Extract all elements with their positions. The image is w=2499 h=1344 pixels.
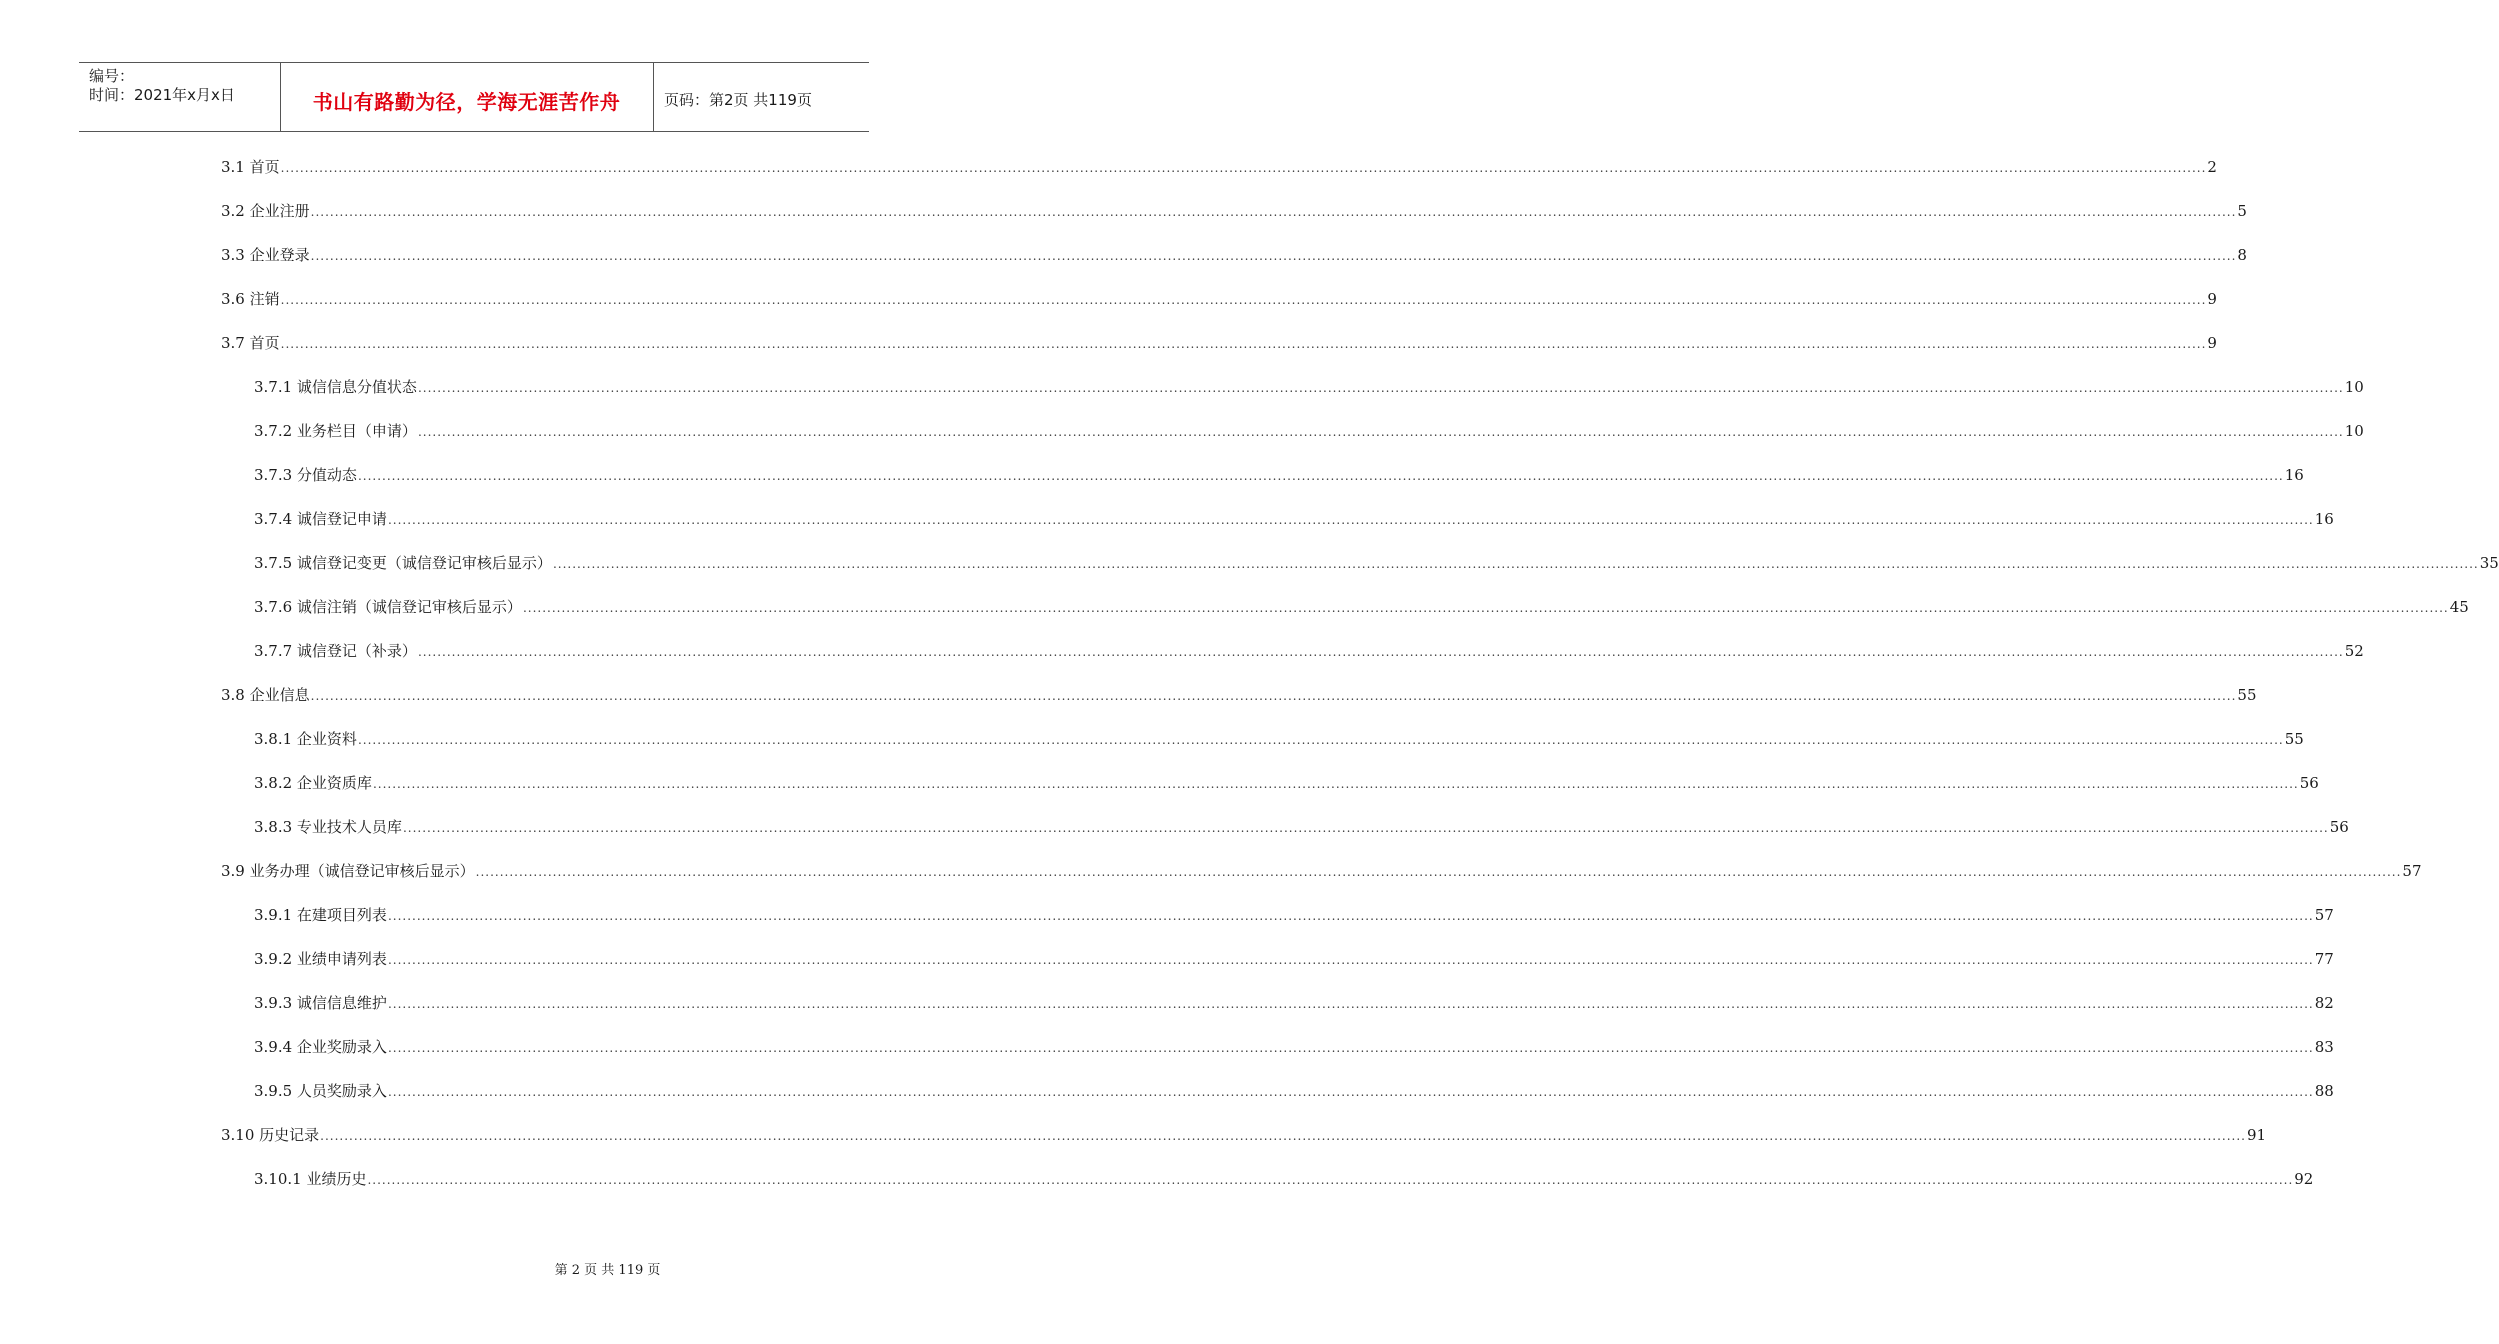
- page-code: 页码：第2页 共119页: [664, 91, 812, 109]
- toc-entry-label: 3.7.6 诚信注销（诚信登记审核后显示）: [254, 598, 522, 616]
- toc-entry-label: 3.9.3 诚信信息维护: [254, 994, 387, 1012]
- toc-entry[interactable]: [221, 201, 2247, 221]
- toc-entry-label: 3.9.2 业绩申请列表: [254, 950, 387, 968]
- toc-entry-page: 83: [2314, 1038, 2334, 1056]
- toc-entry[interactable]: [254, 465, 2304, 485]
- toc-entry-label: 3.7 首页: [221, 334, 280, 352]
- toc-entry[interactable]: [254, 905, 2334, 925]
- toc-entry-label: 3.8.3 专业技术人员库: [254, 818, 402, 836]
- toc-entry-page: 82: [2314, 994, 2334, 1012]
- toc-entry-label: 3.9.1 在建项目列表: [254, 906, 387, 924]
- toc-entry-label: 3.9.4 企业奖励录入: [254, 1038, 387, 1056]
- toc-entry[interactable]: [254, 377, 2364, 397]
- toc-entry-page: 2: [2207, 158, 2217, 176]
- document-number-label: 编号：: [89, 67, 135, 85]
- toc-entry-page: 10: [2344, 422, 2364, 440]
- toc-entry-label: 3.8.2 企业资质库: [254, 774, 372, 792]
- header-motto-cell: [280, 63, 654, 131]
- toc-entry[interactable]: [221, 157, 2217, 177]
- toc-entry[interactable]: [221, 1125, 2267, 1145]
- toc-entry[interactable]: [254, 1037, 2334, 1057]
- toc-entry[interactable]: [254, 729, 2304, 749]
- toc-leader: ................................................................................................................................................................................................................................................................................................................................................................................................................: [387, 997, 2314, 1011]
- toc-entry-page: 55: [2237, 686, 2257, 704]
- toc-leader: ................................................................................................................................................................................................................................................................................................................................................................................................................: [417, 425, 2344, 439]
- toc-entry-label: 3.9.5 人员奖励录入: [254, 1082, 387, 1100]
- toc-entry-page: 91: [2246, 1126, 2267, 1144]
- toc-entry-label: 3.7.4 诚信登记申请: [254, 510, 387, 528]
- toc-entry-label: 3.7.7 诚信登记（补录）: [254, 642, 417, 660]
- toc-entry[interactable]: [254, 641, 2364, 661]
- toc-leader: ................................................................................................................................................................................................................................................................................................................................................................................................................: [402, 821, 2329, 835]
- toc-leader: ................................................................................................................................................................................................................................................................................................................................................................................................................: [387, 1041, 2314, 1055]
- toc-entry-label: 3.7.5 诚信登记变更（诚信登记审核后显示）: [254, 554, 552, 572]
- toc-leader: ................................................................................................................................................................................................................................................................................................................................................................................................................: [310, 689, 2237, 703]
- toc-entry-label: 3.8.1 企业资料: [254, 730, 357, 748]
- toc-leader: ................................................................................................................................................................................................................................................................................................................................................................................................................: [280, 293, 2207, 307]
- toc-entry-label: 3.7.3 分值动态: [254, 466, 357, 484]
- toc-entry-page: 45: [2449, 598, 2469, 616]
- toc-entry[interactable]: [254, 1081, 2334, 1101]
- toc-entry[interactable]: [254, 993, 2334, 1013]
- toc-leader: ................................................................................................................................................................................................................................................................................................................................................................................................................: [280, 161, 2207, 175]
- toc-entry-page: 10: [2344, 378, 2364, 396]
- toc-entry-page: 35: [2479, 554, 2499, 572]
- toc-leader: ................................................................................................................................................................................................................................................................................................................................................................................................................: [387, 953, 2314, 967]
- toc-leader: ................................................................................................................................................................................................................................................................................................................................................................................................................: [310, 249, 2237, 263]
- footer-page-number: 第 2 页 共 119 页: [554, 1263, 661, 1278]
- toc-leader: ................................................................................................................................................................................................................................................................................................................................................................................................................: [320, 1129, 2246, 1143]
- toc-entry-page: 16: [2314, 510, 2334, 528]
- toc-leader: ................................................................................................................................................................................................................................................................................................................................................................................................................: [357, 733, 2284, 747]
- toc-entry-label: 3.6 注销: [221, 290, 280, 308]
- toc-leader: ................................................................................................................................................................................................................................................................................................................................................................................................................: [552, 557, 2479, 571]
- toc-entry[interactable]: [221, 333, 2217, 353]
- toc-entry-label: 3.10 历史记录: [221, 1126, 320, 1144]
- toc-leader: ................................................................................................................................................................................................................................................................................................................................................................................................................: [372, 777, 2299, 791]
- toc-entry-label: 3.7.1 诚信信息分值状态: [254, 378, 417, 396]
- toc-entry[interactable]: [254, 949, 2334, 969]
- toc-entry[interactable]: [254, 1169, 2314, 1189]
- toc-entry[interactable]: [221, 245, 2247, 265]
- toc-entry-page: 9: [2207, 334, 2217, 352]
- toc-entry[interactable]: [254, 553, 2499, 573]
- toc-entry-label: 3.2 企业注册: [221, 202, 310, 220]
- toc-entry-label: 3.8 企业信息: [221, 686, 310, 704]
- toc-entry-page: 55: [2284, 730, 2304, 748]
- toc-leader: ................................................................................................................................................................................................................................................................................................................................................................................................................: [387, 1085, 2314, 1099]
- toc-entry-page: 92: [2294, 1170, 2314, 1188]
- toc-leader: ................................................................................................................................................................................................................................................................................................................................................................................................................: [475, 865, 2402, 879]
- toc-entry[interactable]: [254, 773, 2319, 793]
- toc-entry[interactable]: [221, 289, 2217, 309]
- toc-leader: ................................................................................................................................................................................................................................................................................................................................................................................................................: [280, 337, 2207, 351]
- toc-entry[interactable]: [254, 597, 2469, 617]
- toc-leader: ................................................................................................................................................................................................................................................................................................................................................................................................................: [310, 205, 2237, 219]
- page-header: [79, 62, 869, 132]
- document-time-label: 时间：2021年x月x日: [89, 86, 235, 104]
- toc-entry-label: 3.10.1 业绩历史: [254, 1170, 367, 1188]
- toc-entry[interactable]: [254, 421, 2364, 441]
- toc-leader: ................................................................................................................................................................................................................................................................................................................................................................................................................: [387, 513, 2314, 527]
- toc-entry-label: 3.1 首页: [221, 158, 280, 176]
- toc-leader: ................................................................................................................................................................................................................................................................................................................................................................................................................: [367, 1173, 2294, 1187]
- toc-leader: ................................................................................................................................................................................................................................................................................................................................................................................................................: [417, 381, 2344, 395]
- toc-leader: ................................................................................................................................................................................................................................................................................................................................................................................................................: [387, 909, 2314, 923]
- toc-entry[interactable]: [221, 685, 2257, 705]
- toc-entry-label: 3.7.2 业务栏目（申请）: [254, 422, 417, 440]
- toc-entry[interactable]: [221, 861, 2422, 881]
- toc-leader: ................................................................................................................................................................................................................................................................................................................................................................................................................: [417, 645, 2344, 659]
- header-info-cell: [79, 63, 281, 131]
- toc-entry-page: 56: [2299, 774, 2319, 792]
- toc-entry-label: 3.9 业务办理（诚信登记审核后显示）: [221, 862, 475, 880]
- toc-entry-page: 88: [2314, 1082, 2334, 1100]
- toc-entry-page: 9: [2207, 290, 2217, 308]
- toc-entry[interactable]: [254, 817, 2349, 837]
- toc-entry-page: 57: [2314, 906, 2334, 924]
- toc-leader: ................................................................................................................................................................................................................................................................................................................................................................................................................: [357, 469, 2284, 483]
- toc-entry-page: 57: [2402, 862, 2422, 880]
- toc-entry-page: 52: [2344, 642, 2364, 660]
- toc-leader: ................................................................................................................................................................................................................................................................................................................................................................................................................: [522, 601, 2449, 615]
- header-page-cell: [654, 63, 869, 131]
- motto: 书山有路勤为径，学海无涯苦作舟: [312, 90, 621, 114]
- toc-entry-page: 77: [2314, 950, 2334, 968]
- toc-entry-page: 8: [2237, 246, 2247, 264]
- toc-entry-page: 56: [2329, 818, 2349, 836]
- toc-entry-page: 5: [2237, 202, 2247, 220]
- toc-entry[interactable]: [254, 509, 2334, 529]
- page-footer: [0, 1259, 950, 1278]
- toc-entry-label: 3.3 企业登录: [221, 246, 310, 264]
- toc-entry-page: 16: [2284, 466, 2304, 484]
